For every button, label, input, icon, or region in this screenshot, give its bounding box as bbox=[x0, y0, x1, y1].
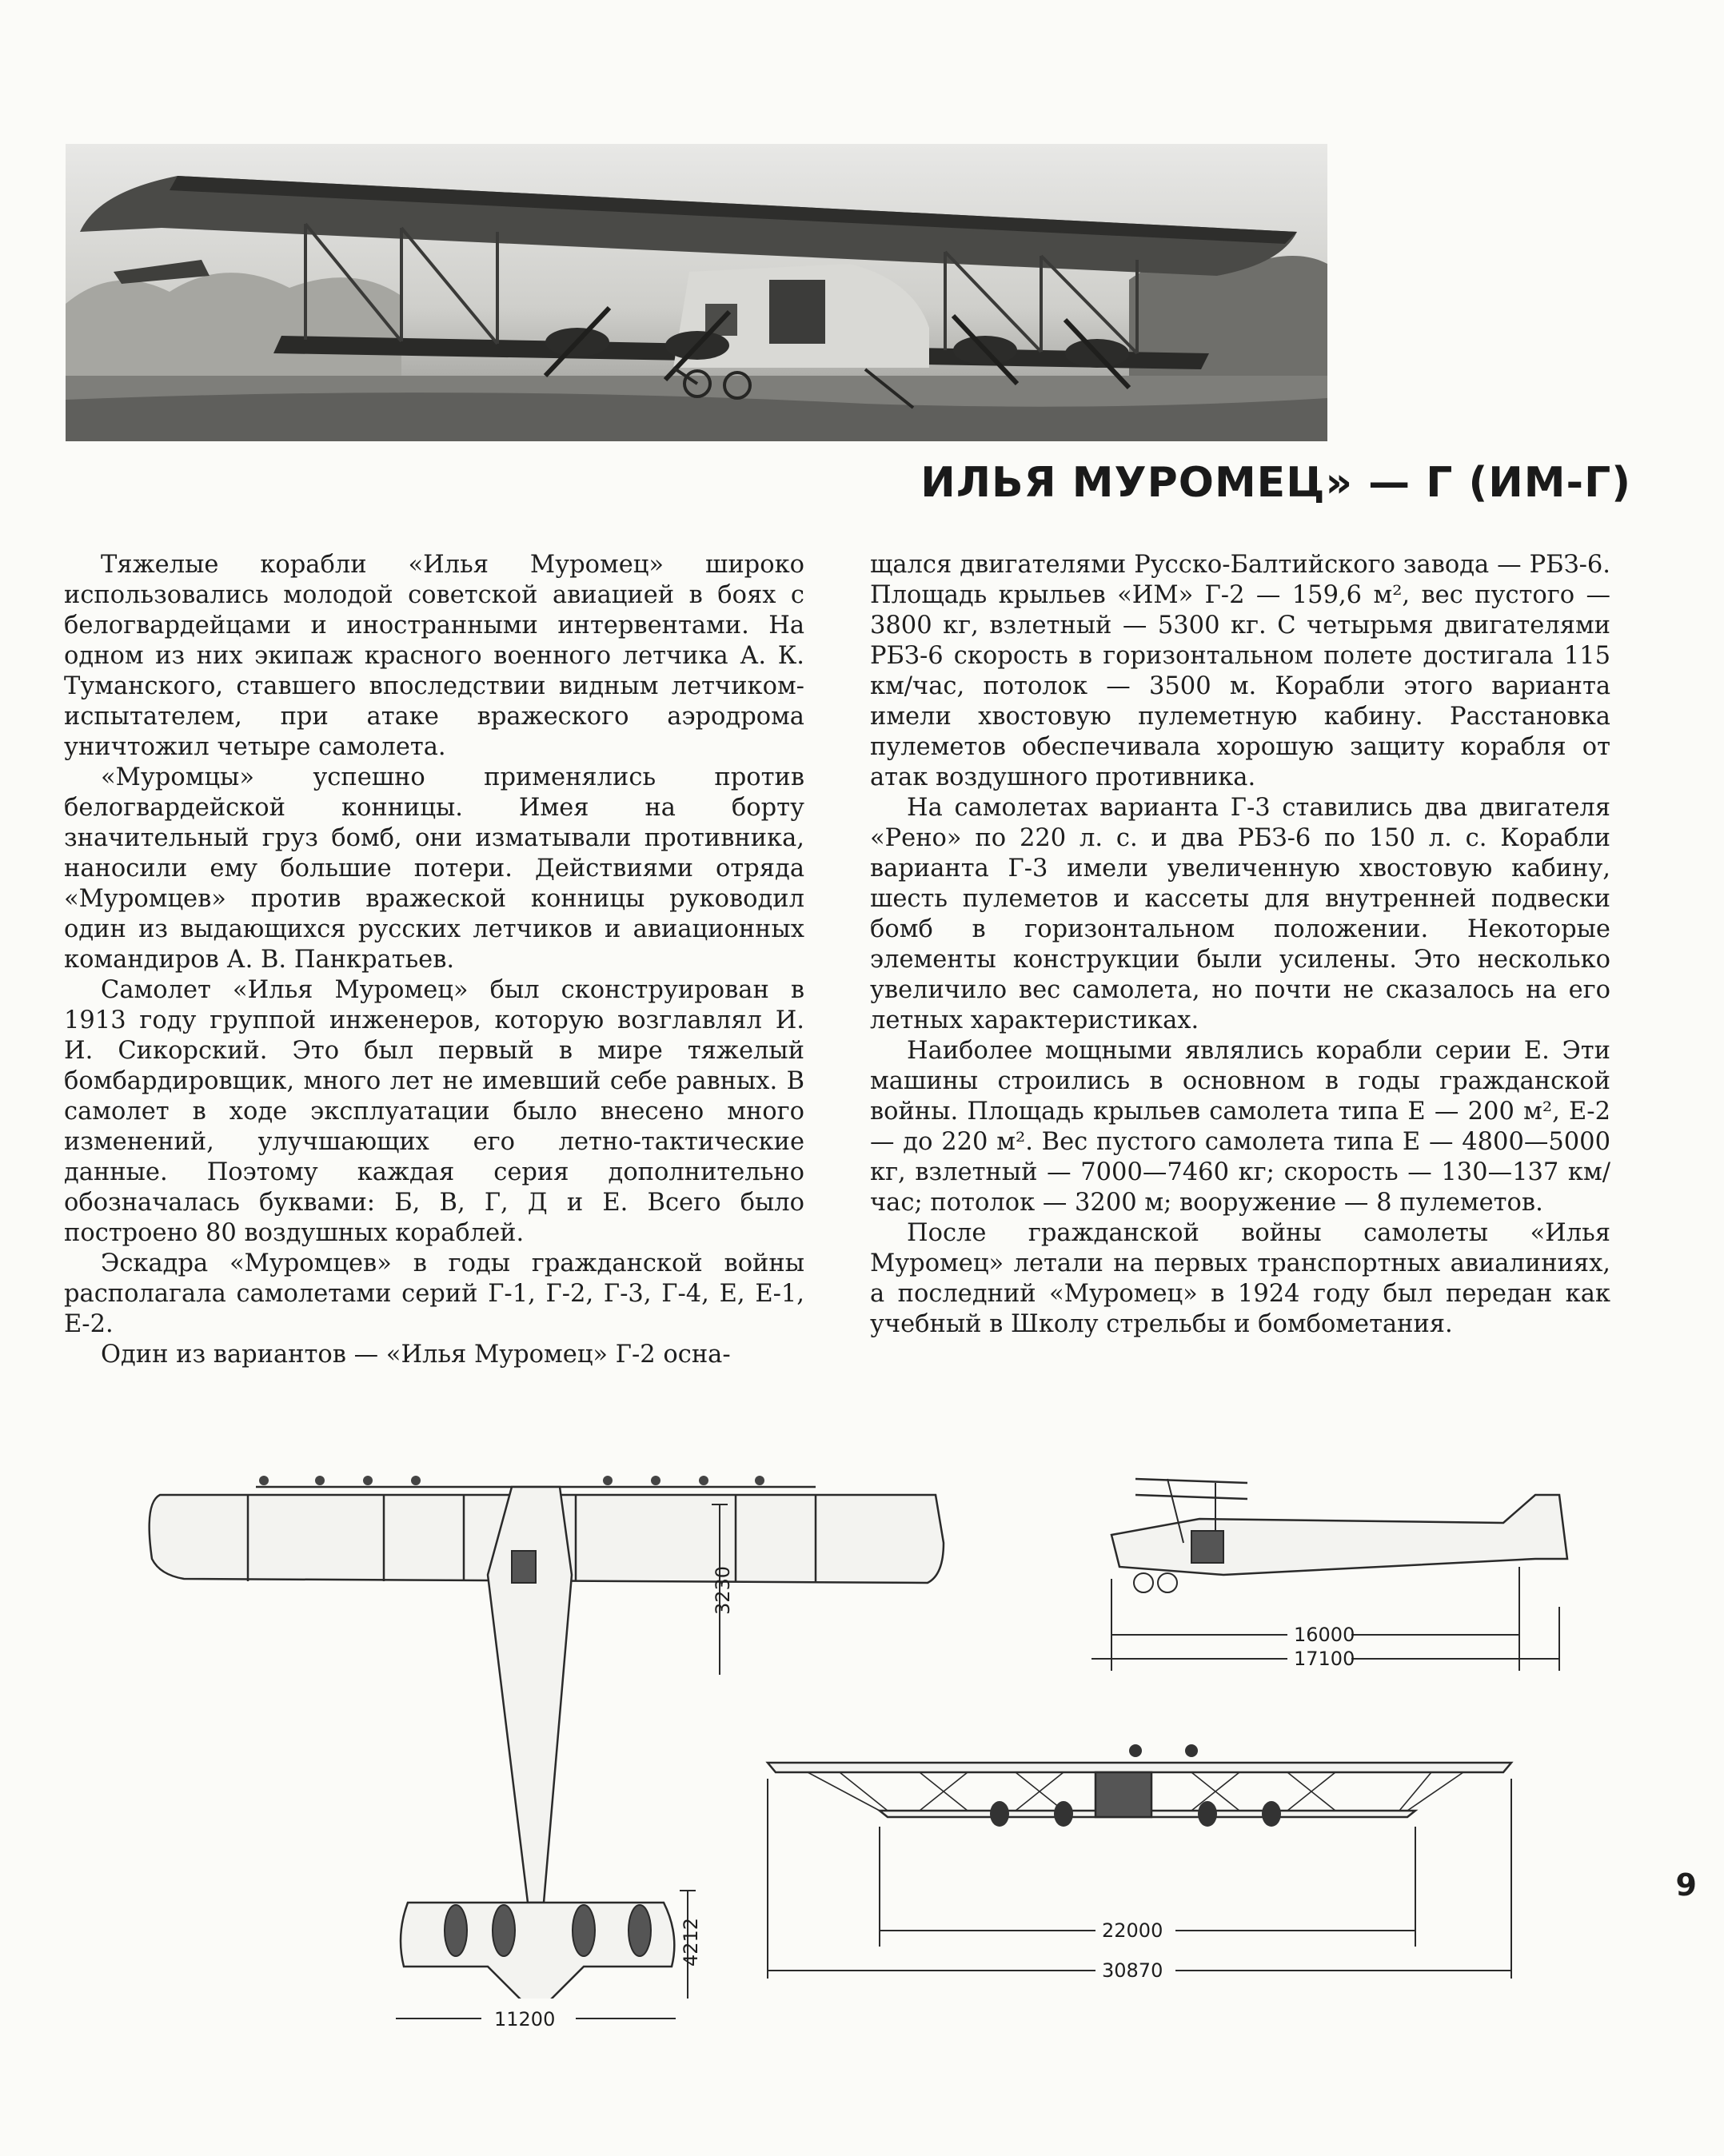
front-view-drawing bbox=[760, 1739, 1527, 1987]
right-column bbox=[870, 550, 1610, 1340]
page-title: ИЛЬЯ МУРОМЕЦ» — Г (ИМ-Г) bbox=[920, 459, 1631, 507]
left-column bbox=[64, 550, 804, 1370]
left-paragraph-5: Один из вариантов — «Илья Муромец» Г-2 осна- bbox=[101, 1341, 731, 1369]
dim-tail-span: 11200 bbox=[494, 2008, 556, 2030]
dim-tail-chord: 4212 bbox=[680, 1917, 702, 1967]
left-paragraph-1: Тяжелые корабли «Илья Муромец» широко использовались молодой советской авиацией в боях с белогвардейцами и иностранными интервентами. На одном из них экипаж красного военного летчика А. К. Туманского, ставшего впоследствии видным летчиком-испытателем, при атаке вражеского аэродрома уничтожил четыре самолета. bbox=[64, 551, 804, 761]
plan-tail-span-dimension bbox=[392, 1999, 680, 2038]
left-paragraph-4: Эскадра «Муромцев» в годы гражданской войны располагала самолетами серий Г-1, Г-2, Г-3, Г-4, Е, Е-1, Е-2. bbox=[64, 1249, 804, 1338]
right-paragraph-2: Наиболее мощными являлись корабли серии Е. Эти машины строились в основном в годы гражданской войны. Площадь крыльев самолета типа Е — 200 м², Е-2 — до 220 м². Вес пустого самолета типа Е — 4800—5000 кг, взлетный — 7000—7460 кг; скорость — 130—137 км/час; потолок — 3200 м; вооружение — 8 пулеметов. bbox=[870, 1037, 1610, 1217]
side-view-drawing bbox=[1087, 1463, 1583, 1695]
left-paragraph-2: «Муромцы» успешно применялись против белогвардейской конницы. Имея на борту значительный груз бомб, они изматывали противника, наносили ему большие потери. Действиями отряда «Муромцев» против вражеской конницы руководил один из выдающихся русских летчиков и авиационных командиров А. В. Панкратьев. bbox=[64, 763, 804, 974]
right-paragraph-1: На самолетах варианта Г-3 ставились два двигателя «Рено» по 220 л. с. и два РБЗ-6 по 150 л. с. Корабли варианта Г-3 имели увеличенную хвостовую кабину, шесть пулеметов и кассеты для внутренней подвески бомб в горизонтальном положении. Некоторые элементы конструкции были усилены. Это несколько увеличило вес самолета, но почти не сказалось на его летных характеристиках. bbox=[870, 794, 1610, 1034]
aircraft-photo bbox=[66, 144, 1327, 441]
right-paragraph-3: После гражданской войны самолеты «Илья Муромец» летали на первых транспортных авиалиниях, а последний «Муромец» в 1924 году был передан как учебный в Школу стрельбы и бомбометания. bbox=[870, 1219, 1610, 1338]
dim-front-lower-span: 22000 bbox=[1102, 1919, 1163, 1942]
page-number: 9 bbox=[1675, 1867, 1697, 1903]
dim-side-fuselage: 16000 bbox=[1294, 1624, 1355, 1646]
dim-wing-chord: 3230 bbox=[712, 1565, 734, 1615]
right-continuation: щался двигателями Русско-Балтийского завода — РБЗ-6. Площадь крыльев «ИМ» Г-2 — 159,6 м², вес пустого — 3800 кг, взлетный — 5300 кг. С четырьмя двигателями РБЗ-6 скорость в горизонтальном полете достигала 115 км/час, потолок — 3500 м. Корабли этого варианта имели хвостовую пулеметную кабину. Расстановка пулеметов обеспечивала хорошую защиту корабля от атак воздушного противника. bbox=[870, 551, 1610, 791]
dim-side-overall: 17100 bbox=[1294, 1648, 1355, 1670]
dim-front-upper-span: 30870 bbox=[1102, 1959, 1163, 1982]
left-paragraph-3: Самолет «Илья Муромец» был сконструирован в 1913 году группой инженеров, которую возглавлял И. И. Сикорский. Это был первый в мире тяжелый бомбардировщик, много лет не имевший себе равных. В самолет в ходе эксплуатации было внесено много изменений, улучшающих его летно-тактические данные. Поэтому каждая серия дополнительно обозначалась буквами: Б, В, Г, Д и Е. Всего было построено 80 воздушных кораблей. bbox=[64, 976, 804, 1247]
